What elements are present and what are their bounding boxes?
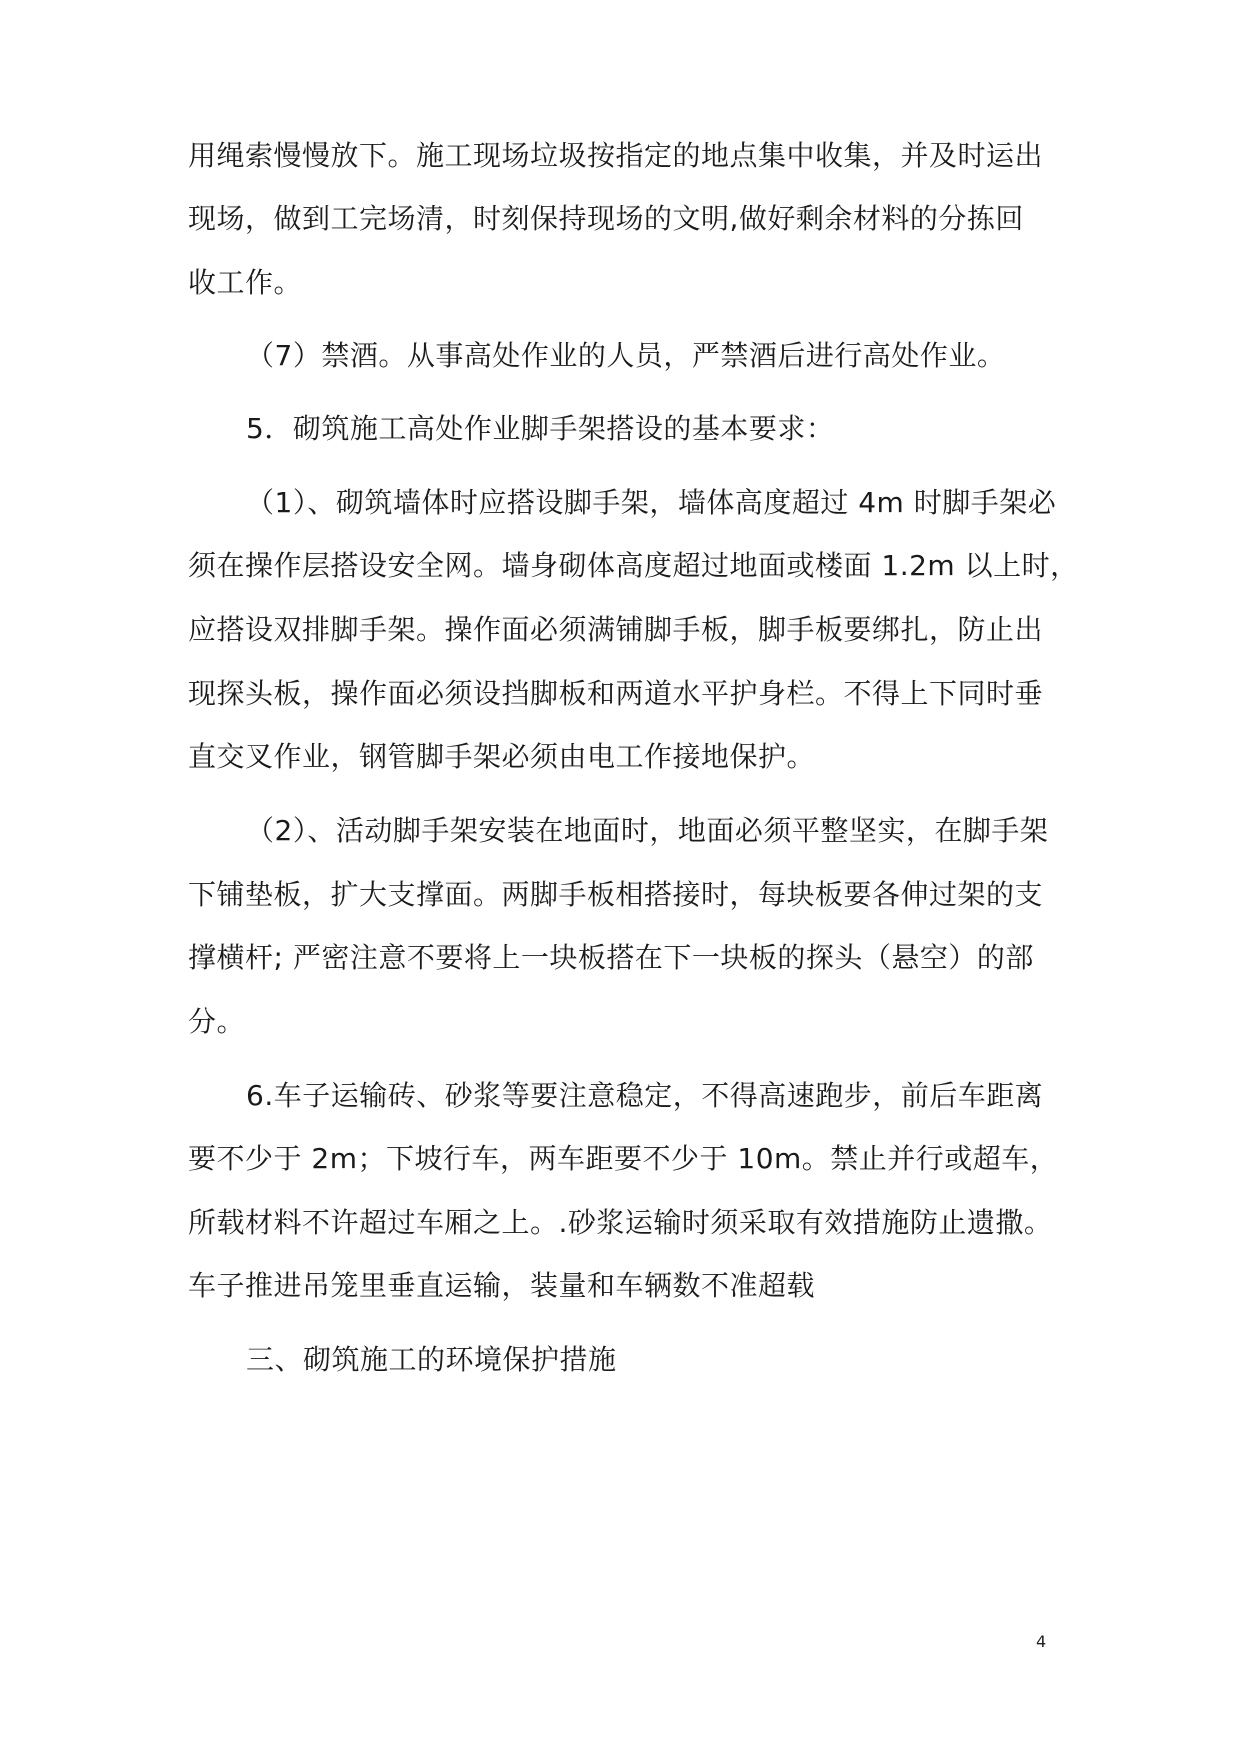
text-line: 要不少于 2m；下坡行车，两车距要不少于 10m。禁止并行或超车， [188, 1142, 1059, 1175]
text-line: 现场，做到工完场清，时刻保持现场的文明,做好剩余材料的分拣回 [188, 202, 1024, 235]
text-line: （2）、活动脚手架安装在地面时，地面必须平整坚实，在脚手架 [246, 814, 1049, 847]
text-line: 应搭设双排脚手架。操作面必须满铺脚手板，脚手板要绑扎，防止出 [188, 613, 1044, 646]
text-line: 撑横杆; 严密注意不要将上一块板搭在下一块板的探头（悬空）的部 [188, 941, 1034, 974]
text-line: 直交叉作业，钢管脚手架必须由电工作接地保护。 [188, 740, 816, 773]
text-line: 车子推进吊笼里垂直运输，装量和车辆数不准超载 [188, 1269, 816, 1302]
text-line: 现探头板，操作面必须设挡脚板和两道水平护身栏。不得上下同时垂 [188, 677, 1044, 710]
text-line: 须在操作层搭设安全网。墙身砌体高度超过地面或楼面 1.2m 以上时， [188, 549, 1079, 582]
page-number: 4 [1036, 1632, 1047, 1651]
section-heading: 5．砌筑施工高处作业脚手架搭设的基本要求： [246, 412, 835, 445]
text-line: （7）禁酒。从事高处作业的人员，严禁酒后进行高处作业。 [246, 339, 1006, 372]
text-line: 收工作。 [188, 266, 303, 299]
text-line: （1）、砌筑墙体时应搭设脚手架，墙体高度超过 4m 时脚手架必 [246, 486, 1057, 519]
text-line: 用绳索慢慢放下。施工现场垃圾按指定的地点集中收集，并及时运出 [188, 139, 1044, 172]
text-line: 所载材料不许超过车厢之上。.砂浆运输时须采取有效措施防止遗撒。 [188, 1206, 1053, 1239]
text-line: 下铺垫板，扩大支撑面。两脚手板相搭接时，每块板要各伸过架的支 [188, 878, 1044, 911]
text-line: 6.车子运输砖、砂浆等要注意稳定，不得高速跑步，前后车距离 [246, 1079, 1044, 1112]
text-line: 分。 [188, 1005, 246, 1038]
section-heading: 三、砌筑施工的环境保护措施 [246, 1343, 617, 1376]
